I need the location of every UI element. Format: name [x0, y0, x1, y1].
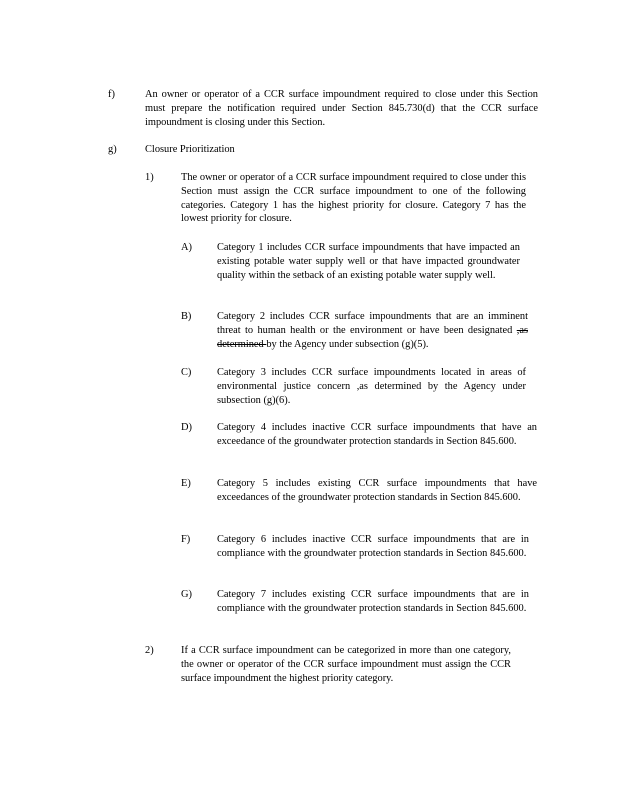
item-f-marker: f) [108, 89, 115, 100]
item-g1-marker: 1) [145, 172, 154, 183]
item-F-paragraph [217, 533, 529, 561]
item-E-marker: E) [181, 478, 191, 489]
item-B-text-after: by the Agency under subsection (g)(5). [266, 338, 429, 350]
item-f-text: An owner or operator of a CCR surface impoundment required to close under this Section must prepare the notification required under Section 845.730(d) that the CCR surface impoundment is closing under this Section. [145, 89, 538, 128]
item-C-marker: C) [181, 367, 192, 378]
item-B-paragraph [217, 310, 528, 351]
item-E-paragraph [217, 477, 537, 505]
item-F-text: Category 6 includes inactive CCR surface impoundments that are in compliance with the groundwater protection standards in Section 845.600. [217, 534, 529, 559]
item-f-paragraph [145, 88, 538, 129]
item-A-marker: A) [181, 242, 192, 253]
item-B-struck-text: ,as determined [217, 324, 528, 350]
item-F-marker: F) [181, 534, 191, 545]
item-g2-text: If a CCR surface impoundment can be categorized in more than one category, the owner or operator of the CCR surface impoundment must assign the CCR surface impoundment the highest priority category. [181, 645, 511, 684]
item-g-marker: g) [108, 144, 117, 155]
item-G-marker: G) [181, 589, 192, 600]
item-g2-paragraph [181, 644, 511, 685]
item-D-paragraph [217, 421, 537, 449]
item-A-paragraph [217, 241, 520, 282]
item-G-text: Category 7 includes existing CCR surface impoundments that are in compliance with the groundwater protection standards in Section 845.600. [217, 589, 529, 614]
item-B-text [217, 310, 528, 351]
item-g-heading: Closure Prioritization [145, 144, 235, 155]
item-G-paragraph [217, 588, 529, 616]
item-A-text: Category 1 includes CCR surface impoundments that have impacted an existing potable water supply well or that have impacted groundwater quality within the setback of an existing potable water supply well. [217, 242, 520, 281]
item-B-marker: B) [181, 311, 192, 322]
item-D-marker: D) [181, 422, 192, 433]
item-g2-marker: 2) [145, 645, 154, 656]
item-B-text-before: Category 2 includes CCR surface impoundments that are an imminent threat to human health or the environment or have been designated [217, 311, 528, 336]
item-D-text: Category 4 includes inactive CCR surface impoundments that have an exceedance of the groundwater protection standards in Section 845.600. [217, 422, 537, 447]
item-E-text: Category 5 includes existing CCR surface impoundments that have exceedances of the groundwater protection standards in Section 845.600. [217, 478, 537, 503]
item-g1-text: The owner or operator of a CCR surface impoundment required to close under this Section must assign the CCR surface impoundment to one of the following categories. Category 1 has the highest priority for closure. Category 7 has the lowest priority for closure. [181, 172, 526, 225]
item-C-text: Category 3 includes CCR surface impoundments located in areas of environmental justice concern ,as determined by the Agency under subsection (g)(6). [217, 367, 526, 406]
item-g1-paragraph [181, 171, 526, 226]
item-C-paragraph [217, 366, 526, 407]
